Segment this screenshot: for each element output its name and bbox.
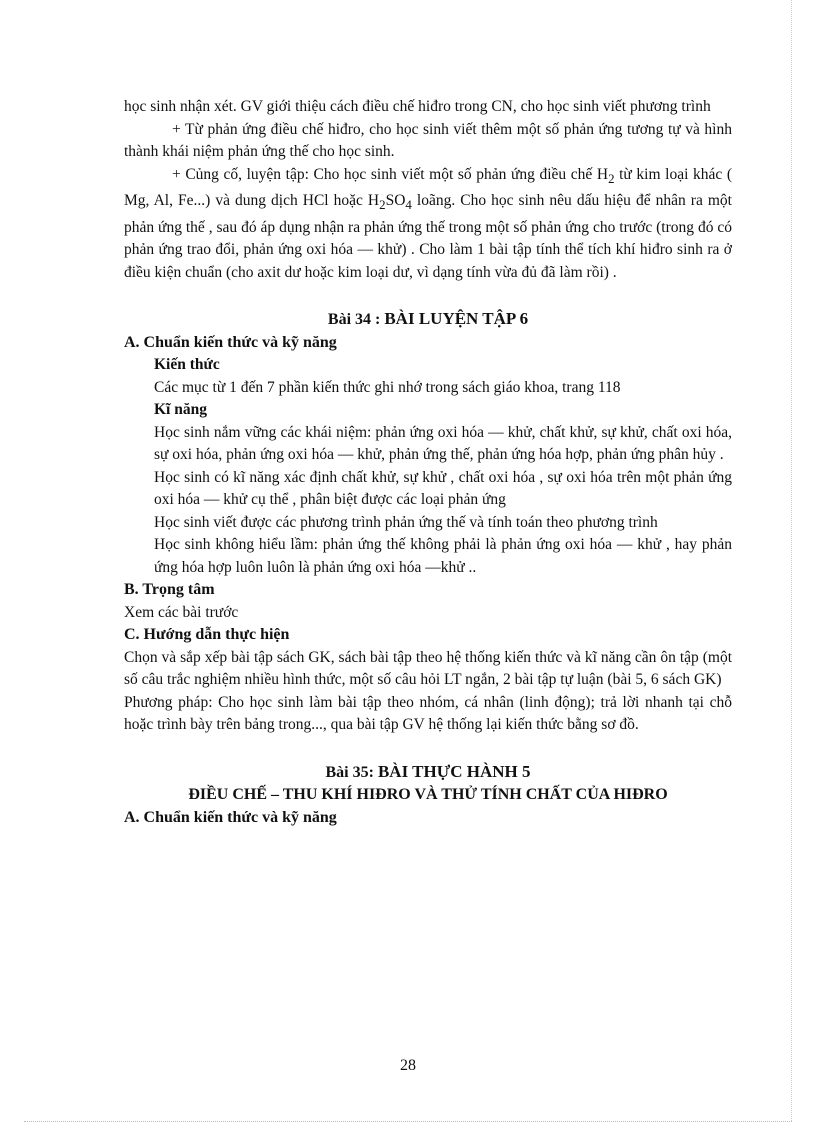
page-right-border bbox=[791, 0, 792, 1121]
lesson-35-label: Bài 35: bbox=[325, 763, 374, 781]
lesson-34-section-b: B. Trọng tâm bbox=[124, 581, 215, 599]
lesson-34-title: BÀI LUYỆN TẬP 6 bbox=[384, 309, 529, 329]
document-page bbox=[124, 96, 732, 829]
skill-heading: Kĩ năng bbox=[154, 401, 207, 419]
page-bottom-border bbox=[24, 1121, 792, 1122]
lesson-35-subtitle: ĐIỀU CHẾ – THU KHÍ HIĐRO VÀ THỬ TÍNH CHẤT CỦA HIĐRO bbox=[188, 786, 668, 804]
intro-paragraph-2: + Từ phản ứng điều chế hiđro, cho học sinh viết thêm một số phản ứng tương tự và hình thành khái niệm phản ứng thế cho học sinh. bbox=[124, 120, 732, 160]
page-number: 28 bbox=[400, 1057, 416, 1074]
section-c-paragraph-1: Chọn và sắp xếp bài tập sách GK, sách bài tập theo hệ thống kiến thức và kĩ năng cần ôn tập (một số câu trắc nghiệm nhiều hình thức, một số câu hỏi LT ngắn, 2 bài tập tự luận (bài 5, 6 sách GK) bbox=[124, 648, 732, 689]
intro-paragraph-1: học sinh nhận xét. GV giới thiệu cách điều chế hiđro trong CN, cho học sinh viết phương trình bbox=[124, 98, 711, 115]
section-b-text: Xem các bài trước bbox=[124, 603, 239, 621]
skill-item-1: Học sinh nắm vững các khái niệm: phản ứng oxi hóa — khử, chất khử, sự khử, chất oxi hóa, sự oxi hóa, phản ứng oxi hóa — khử, phản ứng thế, phản ứng hóa hợp, phản ứng phân hủy . bbox=[154, 423, 732, 464]
lesson-35-title: BÀI THỰC HÀNH 5 bbox=[377, 761, 531, 781]
lesson-34-section-a: A. Chuẩn kiến thức và kỹ năng bbox=[124, 333, 337, 351]
lesson-34-section-c: C. Hướng dẫn thực hiện bbox=[124, 626, 290, 644]
intro-paragraph-3: + Củng cố, luyện tập: Cho học sinh viết một số phản ứng điều chế $H_2$ từ kim loại khác ( Mg, Al, Fe...) và dung dịch HCl hoặc $H_2SO_4$ loãng. Cho học sinh nêu dấu hiệu để nhân ra một phản ứng thế , sau đó áp dụng nhận ra phản ứng thế trong một số phản ứng cho trước (trong đó có phản ứng trao đổi, phản ứng oxi hóa — khử) . Cho làm 1 bài tập tính thể tích khí hiđro sinh ra ở điều kiện chuẩn (cho axit dư hoặc kim loại dư, vì dạng tính vừa đủ đã làm rồi) . bbox=[124, 165, 732, 281]
knowledge-heading: Kiến thức bbox=[154, 356, 220, 374]
lesson-34-label: Bài 34 : bbox=[327, 311, 381, 329]
section-c-paragraph-2: Phương pháp: Cho học sinh làm bài tập theo nhóm, cá nhân (linh động); trả lời nhanh tại chỗ hoặc trình bày trên bảng trong..., qua bài tập GV hệ thống lại kiến thức bằng sơ đồ. bbox=[124, 693, 732, 734]
lesson-34-heading bbox=[124, 308, 732, 332]
skill-item-4: Học sinh không hiểu lầm: phản ứng thế không phải là phản ứng oxi hóa — khử , hay phản ứng hóa hợp luôn luôn là phản ứng oxi hóa —khử .. bbox=[154, 536, 732, 576]
lesson-35-section-a: A. Chuẩn kiến thức và kỹ năng bbox=[124, 808, 337, 826]
skill-item-2: Học sinh có kĩ năng xác định chất khử, sự khử , chất oxi hóa , sự oxi hóa trên một phản ứng oxi hóa — khử cụ thể , phân biệt được các loại phản ứng bbox=[154, 468, 732, 509]
skill-item-3: Học sinh viết được các phương trình phản ứng thế và tính toán theo phương trình bbox=[154, 513, 658, 531]
lesson-35-heading bbox=[124, 761, 732, 785]
knowledge-text: Các mục từ 1 đến 7 phần kiến thức ghi nhớ trong sách giáo khoa, trang 118 bbox=[154, 378, 621, 396]
